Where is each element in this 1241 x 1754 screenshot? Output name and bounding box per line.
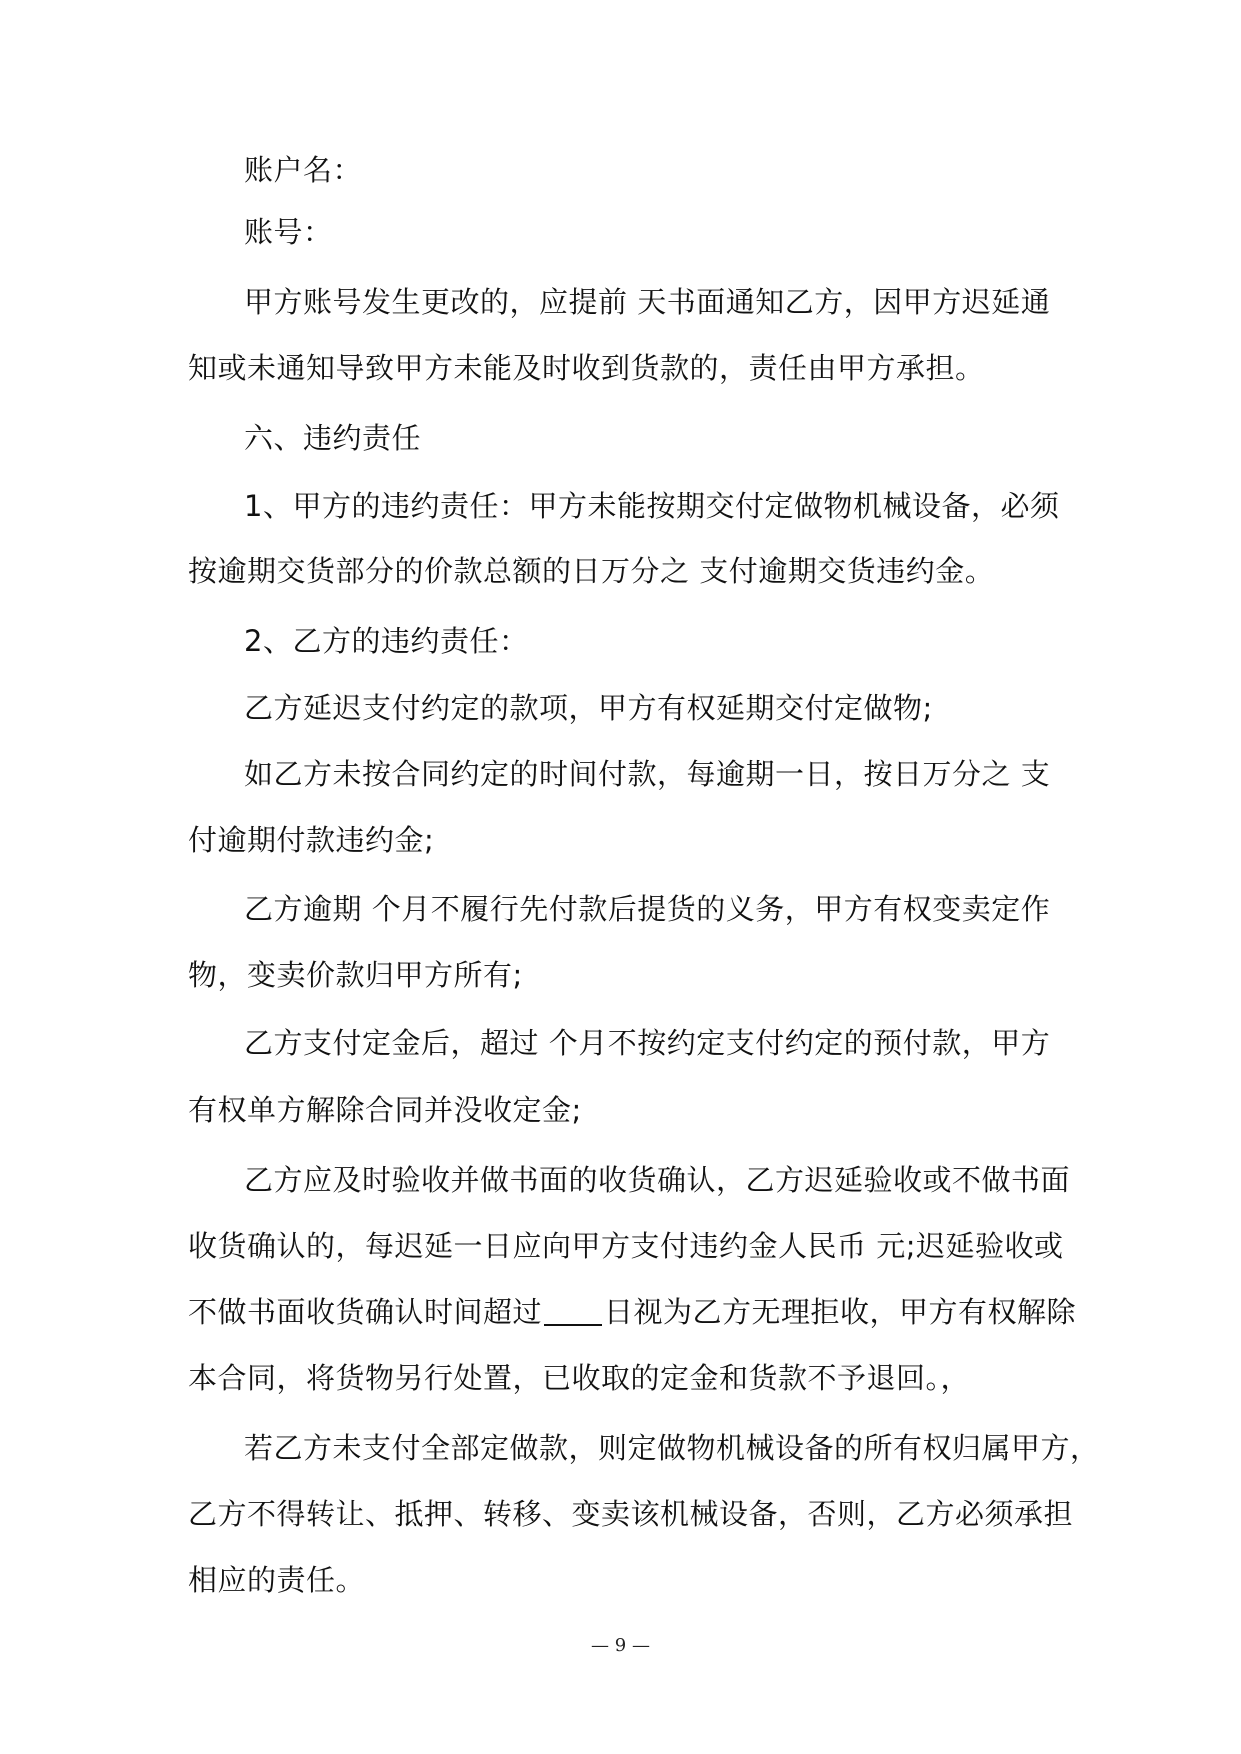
account-name-label: 账户名： (244, 153, 363, 187)
page-number: — 9 — (591, 1635, 650, 1656)
line-text-after-blank: 日视为乙方无理拒收，甲方有权解除 (604, 1295, 1077, 1329)
paragraph-line: 甲方账号发生更改的，应提前 天书面通知乙方，因甲方迟延通 (244, 285, 1051, 319)
paragraph-line: 付逾期付款违约金; (188, 823, 435, 857)
paragraph-line: 乙方支付定金后，超过 个月不按约定支付约定的预付款，甲方 (244, 1026, 1051, 1060)
section-heading: 六、违约责任 (244, 421, 422, 455)
paragraph-line: 乙方延迟支付约定的款项，甲方有权延期交付定做物; (244, 691, 933, 725)
paragraph-line: 有权单方解除合同并没收定金; (188, 1093, 582, 1127)
paragraph-line: 1、甲方的违约责任：甲方未能按期交付定做物机械设备，必须 (244, 489, 1060, 523)
paragraph-line: 本合同，将货物另行处置，已收取的定金和货款不予退回。， (188, 1361, 971, 1395)
paragraph-line: 相应的责任。 (188, 1563, 366, 1597)
paragraph-line: 收货确认的，每迟延一日应向甲方支付违约金人民币 元;迟延验收或 (188, 1229, 1064, 1263)
paragraph-line: 乙方不得转让、抵押、转移、变卖该机械设备，否则，乙方必须承担 (188, 1497, 1074, 1531)
paragraph-line: 按逾期交货部分的价款总额的日万分之 支付逾期交货违约金。 (188, 554, 995, 588)
paragraph-line-with-blank (188, 1292, 1076, 1332)
paragraph-line: 知或未通知导致甲方未能及时收到货款的，责任由甲方承担。 (188, 351, 985, 385)
paragraph-line: 如乙方未按合同约定的时间付款，每逾期一日，按日万分之 支 (244, 757, 1051, 791)
subsection-heading: 2、乙方的违约责任： (244, 624, 529, 658)
paragraph-line: 若乙方未支付全部定做款，则定做物机械设备的所有权归属甲方， (244, 1431, 1100, 1465)
fill-in-blank (544, 1296, 602, 1326)
account-number-label: 账号： (244, 215, 333, 249)
paragraph-line: 物，变卖价款归甲方所有; (188, 958, 523, 992)
paragraph-line: 乙方逾期 个月不履行先付款后提货的义务，甲方有权变卖定作 (244, 892, 1051, 926)
line-text-before-blank: 不做书面收货确认时间超过 (188, 1295, 543, 1329)
paragraph-line: 乙方应及时验收并做书面的收货确认，乙方迟延验收或不做书面 (244, 1163, 1071, 1197)
